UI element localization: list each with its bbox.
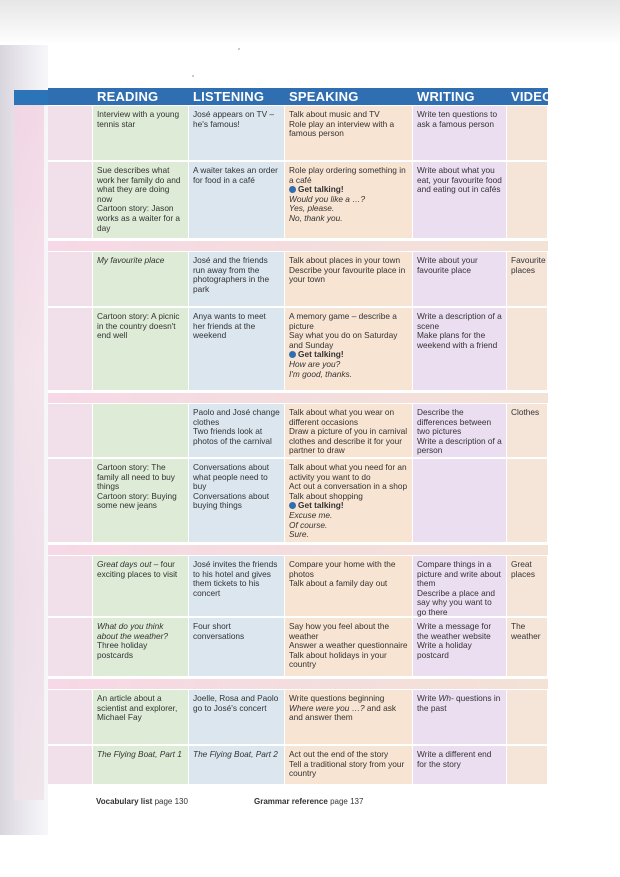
speaking-text: Answer a weather questionnaire	[289, 640, 408, 651]
reading-title: What do you think about the weather?	[97, 621, 169, 641]
listening-cell	[189, 106, 285, 160]
talking-phrase: I'm good, thanks.	[289, 368, 352, 379]
reading-cell	[93, 162, 189, 238]
reading-cell	[93, 106, 189, 160]
speaking-text: Draw a picture of you in carnival clothes and describe it for your partner to draw	[289, 426, 408, 456]
reading-text	[97, 560, 184, 579]
speaking-text: Tell a traditional story from your country	[289, 758, 405, 779]
speaking-text: Talk about music and TV	[289, 109, 380, 119]
speaking-text: Act out the end of the story	[289, 749, 389, 759]
listening-cell	[189, 404, 285, 457]
speaking-text: Say what you do on Saturday and Sunday	[289, 330, 398, 350]
writing-text: Compare things in a picture and write about them	[417, 559, 501, 589]
grammar-page: page 137	[330, 797, 364, 806]
listening-cell	[189, 746, 285, 784]
speaking-cell	[285, 252, 413, 306]
writing-cell	[413, 618, 507, 676]
writing-cell	[413, 556, 507, 616]
reading-title: Great days out	[97, 559, 152, 569]
speaking-text: Say how you feel about the weather	[289, 621, 390, 641]
writing-text: Write about your favourite place	[417, 255, 478, 275]
listening-text: Paolo and José change clothes	[193, 407, 280, 427]
reading-cell	[93, 746, 189, 784]
speaking-cell	[285, 690, 413, 744]
unit-separator	[48, 678, 548, 690]
speck	[238, 48, 240, 50]
listening-cell	[189, 252, 285, 306]
speaking-text: Talk about what you need for an activity you want to do	[289, 462, 407, 482]
reading-text: Cartoon story: Jason works as a waiter for a day	[97, 203, 180, 233]
unit-separator	[48, 240, 548, 252]
writing-cell	[413, 404, 507, 457]
reading-text: Interview with a young tennis star	[97, 109, 180, 129]
table-row	[48, 459, 548, 544]
speaking-cell	[285, 106, 413, 160]
reading-desc: – four exciting places to visit	[97, 559, 178, 579]
speaking-cell	[285, 746, 413, 784]
speaking-example: Where were you …?	[289, 702, 365, 713]
listening-cell	[189, 459, 285, 542]
talking-phrase: Would you like a …?	[289, 193, 366, 204]
grammar-reference	[254, 797, 363, 806]
talking-phrase: Yes, please.	[289, 203, 335, 214]
writing-cell	[413, 690, 507, 744]
reading-text: Three holiday postcards	[97, 640, 148, 660]
table-header	[48, 88, 553, 105]
unit-separator	[48, 392, 548, 404]
talking-phrase: How are you?	[289, 358, 341, 369]
reading-cell	[93, 618, 189, 676]
writing-text: Write a message for the weather website	[417, 621, 492, 641]
reading-cell	[93, 308, 189, 390]
writing-text: Make plans for the weekend with a friend	[417, 330, 498, 350]
reading-text: Cartoon story: Buying some new jeans	[97, 490, 177, 511]
header-listening: LISTENING	[193, 89, 265, 104]
reading-text: Cartoon story: The family all need to buy things	[97, 462, 175, 492]
writing-text: Describe a place and say why you want to go there	[417, 587, 495, 617]
speaking-text: Talk about shopping	[289, 490, 363, 501]
writing-text: Write a description of a person	[417, 435, 502, 456]
table-row	[48, 556, 548, 618]
header-writing: WRITING	[417, 89, 475, 104]
header-speaking: SPEAKING	[289, 89, 359, 104]
reading-text: Cartoon story: A picnic in the country doesn't end well	[97, 311, 180, 341]
speaking-text: Describe your favourite place in your town	[289, 264, 406, 285]
listening-title: The Flying Boat, Part 2	[193, 749, 278, 759]
reading-cell	[93, 252, 189, 306]
talking-phrase: Of course.	[289, 519, 328, 530]
speaking-text	[289, 694, 408, 723]
speaking-text: Act out a conversation in a shop	[289, 481, 408, 492]
unit-cell	[48, 618, 93, 676]
speaking-cell	[285, 459, 413, 542]
grammar-label: Grammar reference	[254, 797, 328, 806]
table-row	[48, 308, 548, 392]
speaking-cell	[285, 556, 413, 616]
writing-example: Wh-	[438, 693, 454, 703]
speaking-text: Role play an interview with a famous person	[289, 118, 395, 139]
header-reading: READING	[97, 89, 159, 104]
table-row	[48, 252, 548, 308]
video-cell	[507, 746, 548, 784]
writing-pre: Write	[417, 693, 439, 703]
reading-cell	[93, 556, 189, 616]
header-video: VIDEO	[511, 89, 553, 104]
get-talking-label: Get talking!	[298, 500, 344, 511]
video-cell	[507, 404, 548, 457]
listening-text: José and the friends run away from the photographers in the park	[193, 255, 270, 294]
reading-cell	[93, 690, 189, 744]
table-row	[48, 404, 548, 459]
writing-cell	[413, 459, 507, 542]
vocab-page: page 130	[154, 797, 188, 806]
reading-title: The Flying Boat, Part 1	[97, 749, 182, 759]
table-row	[48, 746, 548, 786]
speck	[192, 75, 194, 77]
unit-cell	[48, 746, 93, 784]
speaking-text: A memory game – describe a picture	[289, 311, 397, 331]
table-row	[48, 690, 548, 746]
reading-cell	[93, 459, 189, 542]
unit-cell	[48, 252, 93, 306]
speaking-cell	[285, 308, 413, 390]
talking-phrase: Sure.	[289, 529, 309, 540]
reading-text: Sue describes what work her family do and what they are doing now	[97, 165, 181, 204]
writing-cell	[413, 106, 507, 160]
writing-text: Write ten questions to ask a famous person	[417, 109, 498, 129]
listening-text: José invites the friends to his hotel and gives them tickets to his concert	[193, 559, 278, 598]
unit-separator	[48, 544, 548, 556]
listening-text: Anya wants to meet her friends at the weekend	[193, 311, 266, 341]
unit-cell	[48, 690, 93, 744]
speaking-text: Role play ordering something in a café	[289, 165, 406, 185]
video-text: Favourite places	[511, 255, 546, 275]
video-cell	[507, 690, 548, 744]
listening-text: Conversations about buying things	[193, 490, 270, 511]
header-spacer	[48, 88, 93, 105]
get-talking-label: Get talking!	[298, 184, 344, 195]
writing-cell	[413, 252, 507, 306]
listening-cell	[189, 556, 285, 616]
speaking-cell	[285, 404, 413, 457]
get-talking-label: Get talking!	[298, 349, 344, 360]
unit-cell	[48, 459, 93, 542]
video-text: The weather	[511, 621, 541, 641]
table-row	[48, 618, 548, 678]
writing-text	[417, 694, 502, 713]
syllabus-table	[48, 106, 548, 786]
writing-text: Write a description of a scene	[417, 311, 502, 331]
writing-post: questions in the past	[417, 693, 501, 713]
unit-cell	[48, 404, 93, 457]
speaking-text: Talk about holidays in your country	[289, 649, 387, 670]
speaking-text: Compare your home with the photos	[289, 559, 396, 579]
video-text: Clothes	[511, 407, 540, 417]
unit-cell	[48, 106, 93, 160]
video-cell	[507, 162, 548, 238]
vocab-label: Vocabulary list	[96, 797, 153, 806]
listening-cell	[189, 618, 285, 676]
writing-text: Write a different end for the story	[417, 749, 492, 769]
listening-text: Conversations about what people need to buy	[193, 462, 270, 492]
vocabulary-list-reference	[96, 797, 188, 806]
video-cell	[507, 459, 548, 542]
talking-phrase: No, thank you.	[289, 212, 343, 223]
unit-cell	[48, 308, 93, 390]
reading-text: My favourite place	[97, 255, 165, 265]
writing-text: Describe the differences between two pictures	[417, 407, 492, 437]
talking-phrase: Excuse me.	[289, 509, 333, 520]
get-talking-icon	[289, 186, 296, 193]
video-cell	[507, 252, 548, 306]
video-cell	[507, 618, 548, 676]
speaking-cell	[285, 162, 413, 238]
listening-text: Four short conversations	[193, 621, 245, 641]
video-cell	[507, 556, 548, 616]
speaking-cell	[285, 618, 413, 676]
page-top-shadow	[0, 0, 620, 45]
listening-text: Joelle, Rosa and Paolo go to José's concert	[193, 693, 279, 713]
listening-cell	[189, 690, 285, 744]
get-talking-icon	[289, 351, 296, 358]
unit-cell	[48, 556, 93, 616]
reading-text: An article about a scientist and explorer, Michael Fay	[97, 693, 178, 723]
listening-cell	[189, 308, 285, 390]
page-gutter-tint	[14, 92, 44, 800]
video-cell	[507, 308, 548, 390]
writing-text: Write about what you eat, your favourite food and eating out in cafés	[417, 165, 502, 195]
listening-cell	[189, 162, 285, 238]
listening-text: Two friends look at photos of the carnival	[193, 426, 272, 446]
unit-cell	[48, 162, 93, 238]
speaking-text: Talk about a family day out	[289, 578, 388, 589]
listening-text: José appears on TV – he's famous!	[193, 109, 275, 129]
table-row	[48, 106, 548, 162]
speaking-text: Talk about places in your town	[289, 255, 401, 265]
writing-cell	[413, 308, 507, 390]
speaking-post: and ask and answer them	[289, 702, 396, 723]
writing-cell	[413, 746, 507, 784]
writing-cell	[413, 162, 507, 238]
speaking-text: Talk about what you wear on different occasions	[289, 407, 395, 427]
video-text: Great places	[511, 559, 535, 579]
video-cell	[507, 106, 548, 160]
table-row	[48, 162, 548, 240]
listening-text: A waiter takes an order for food in a café	[193, 165, 278, 185]
reading-cell	[93, 404, 189, 457]
gutter-header-tab	[14, 90, 48, 105]
speaking-pre: Write questions beginning	[289, 693, 385, 703]
get-talking-icon	[289, 502, 296, 509]
writing-text: Write a holiday postcard	[417, 640, 472, 660]
